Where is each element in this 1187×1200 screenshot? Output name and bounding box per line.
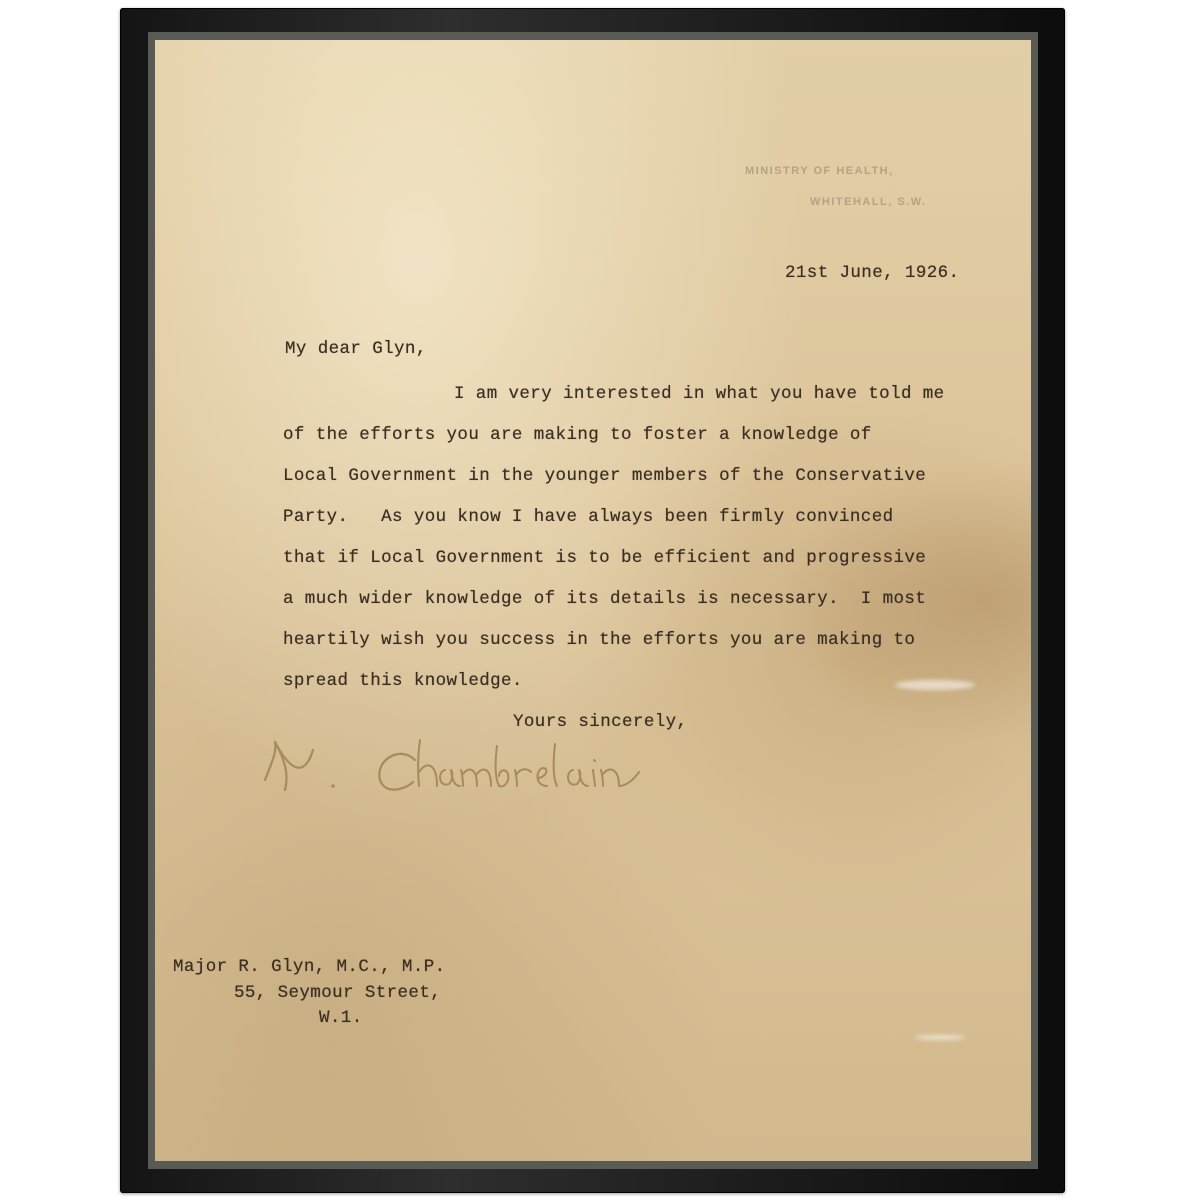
letter-date: 21st June, 1926. bbox=[785, 263, 960, 283]
glass-glare bbox=[895, 680, 975, 690]
recipient-line-3: W.1. bbox=[319, 1008, 363, 1028]
letter-paper bbox=[155, 40, 1031, 1161]
body-line: that if Local Government is to be efficient and progressive bbox=[283, 548, 927, 568]
body-line: Local Government in the younger members of the Conservative bbox=[283, 466, 927, 486]
body-line: I am very interested in what you have told me bbox=[454, 384, 945, 404]
handwritten-signature bbox=[255, 720, 755, 810]
recipient-line-2: 55, Seymour Street, bbox=[234, 983, 442, 1003]
recipient-line-1: Major R. Glyn, M.C., M.P. bbox=[173, 957, 446, 977]
body-line: a much wider knowledge of its details is necessary. I most bbox=[283, 589, 927, 609]
body-line: Party. As you know I have always been firmly convinced bbox=[283, 507, 894, 527]
body-line: of the efforts you are making to foster a knowledge of bbox=[283, 425, 872, 445]
letterhead-line-1: MINISTRY OF HEALTH, bbox=[745, 165, 894, 177]
letterhead-line-2: WHITEHALL, S.W. bbox=[810, 196, 927, 208]
body-line: spread this knowledge. bbox=[283, 671, 523, 691]
body-line: heartily wish you success in the efforts you are making to bbox=[283, 630, 916, 650]
letter-salutation: My dear Glyn, bbox=[285, 339, 427, 359]
glass-glare bbox=[915, 1035, 965, 1040]
letter-closing: Yours sincerely, bbox=[513, 712, 688, 732]
